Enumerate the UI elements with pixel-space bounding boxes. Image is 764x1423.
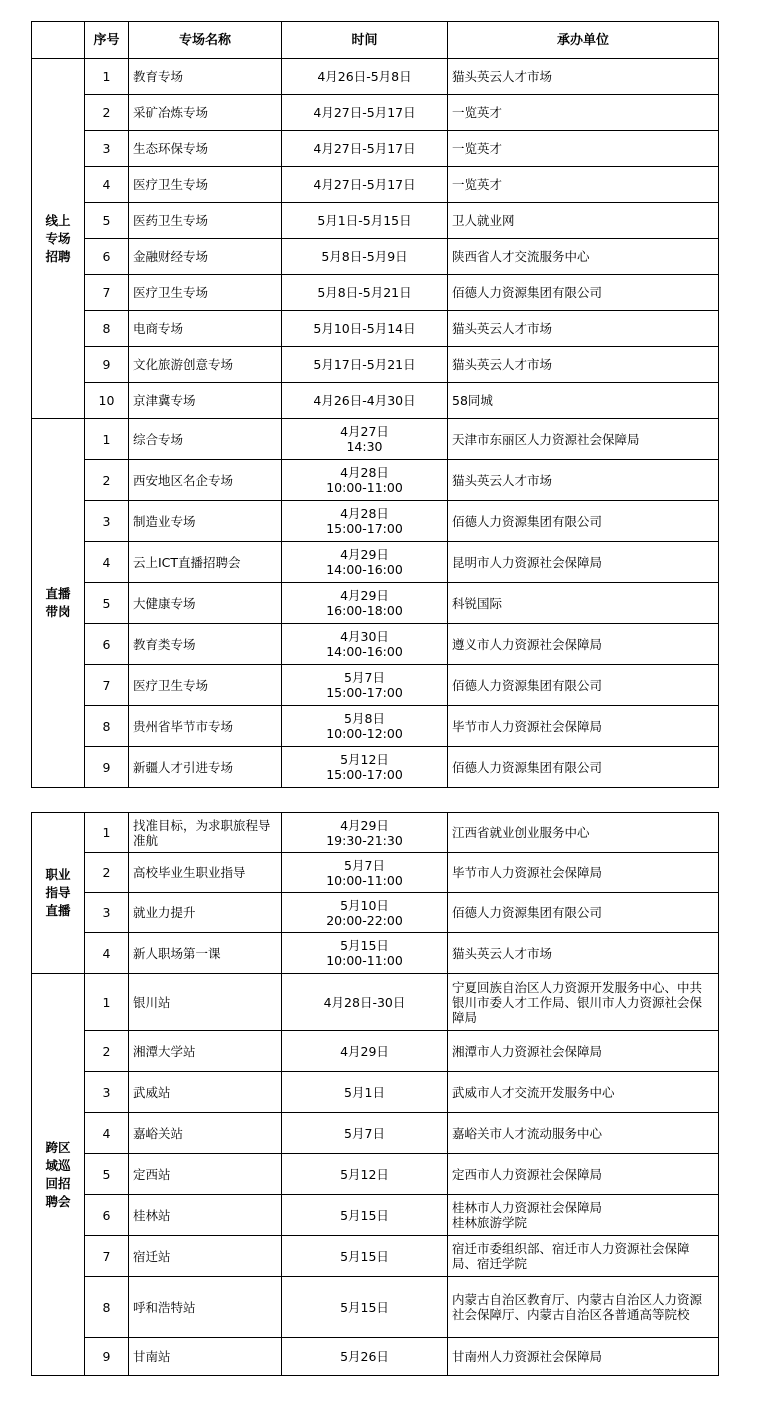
row-index: 3	[85, 131, 129, 167]
organizer: 猫头英云人才市场	[448, 460, 719, 501]
table-row	[32, 813, 719, 853]
header-category	[32, 22, 85, 59]
table-body-top	[32, 59, 719, 788]
session-name: 桂林站	[129, 1195, 282, 1236]
table-row	[32, 347, 719, 383]
row-index: 4	[85, 933, 129, 974]
session-time: 4月27日 14:30	[282, 419, 448, 460]
table-row	[32, 1195, 719, 1236]
session-time: 5月15日	[282, 1195, 448, 1236]
organizer: 佰德人力资源集团有限公司	[448, 275, 719, 311]
organizer: 猫头英云人才市场	[448, 311, 719, 347]
organizer: 宿迁市委组织部、宿迁市人力资源社会保障局、宿迁学院	[448, 1236, 719, 1277]
table-row	[32, 747, 719, 788]
organizer: 湘潭市人力资源社会保障局	[448, 1031, 719, 1072]
row-index: 5	[85, 203, 129, 239]
section-category-label: 职业指导直播	[45, 867, 71, 918]
row-index: 1	[85, 59, 129, 95]
job-fair-table-top	[31, 21, 719, 788]
session-name: 武威站	[129, 1072, 282, 1113]
row-index: 2	[85, 460, 129, 501]
organizer: 江西省就业创业服务中心	[448, 813, 719, 853]
session-name: 大健康专场	[129, 583, 282, 624]
table-row	[32, 1113, 719, 1154]
session-name: 教育专场	[129, 59, 282, 95]
organizer: 毕节市人力资源社会保障局	[448, 706, 719, 747]
session-time: 5月15日	[282, 1277, 448, 1338]
section-category-label: 跨区域巡回招聘会	[45, 1139, 71, 1209]
session-time: 4月30日 14:00-16:00	[282, 624, 448, 665]
table-row	[32, 1072, 719, 1113]
session-name: 宿迁站	[129, 1236, 282, 1277]
table-row	[32, 853, 719, 893]
organizer: 一览英才	[448, 167, 719, 203]
session-name: 京津冀专场	[129, 383, 282, 419]
session-name: 定西站	[129, 1154, 282, 1195]
table-row	[32, 1031, 719, 1072]
session-name: 综合专场	[129, 419, 282, 460]
header-time: 时间	[282, 22, 448, 59]
session-time: 4月28日 10:00-11:00	[282, 460, 448, 501]
organizer: 宁夏回族自治区人力资源开发服务中心、中共银川市委人才工作局、银川市人力资源社会保障局	[448, 974, 719, 1031]
session-name: 文化旅游创意专场	[129, 347, 282, 383]
session-time: 4月26日-5月8日	[282, 59, 448, 95]
table-row	[32, 1338, 719, 1376]
session-time: 5月12日 15:00-17:00	[282, 747, 448, 788]
organizer: 定西市人力资源社会保障局	[448, 1154, 719, 1195]
row-index: 6	[85, 239, 129, 275]
row-index: 9	[85, 747, 129, 788]
table-row	[32, 624, 719, 665]
organizer: 一览英才	[448, 95, 719, 131]
table-row	[32, 203, 719, 239]
row-index: 5	[85, 583, 129, 624]
session-name: 西安地区名企专场	[129, 460, 282, 501]
row-index: 4	[85, 167, 129, 203]
page-cut-divider	[31, 791, 719, 801]
section-category-cell	[32, 974, 85, 1376]
row-index: 7	[85, 1236, 129, 1277]
row-index: 4	[85, 1113, 129, 1154]
table-row	[32, 542, 719, 583]
organizer: 毕节市人力资源社会保障局	[448, 853, 719, 893]
organizer: 桂林市人力资源社会保障局 桂林旅游学院	[448, 1195, 719, 1236]
session-time: 5月15日	[282, 1236, 448, 1277]
session-time: 5月10日 20:00-22:00	[282, 893, 448, 933]
session-name: 找准目标，为求职旅程导准航	[129, 813, 282, 853]
section-category-cell	[32, 59, 85, 419]
table-row	[32, 583, 719, 624]
row-index: 3	[85, 1072, 129, 1113]
row-index: 9	[85, 1338, 129, 1376]
row-index: 2	[85, 853, 129, 893]
organizer: 甘南州人力资源社会保障局	[448, 1338, 719, 1376]
session-name: 医疗卫生专场	[129, 167, 282, 203]
table-row	[32, 1236, 719, 1277]
section-category-label: 线上专场招聘	[45, 212, 71, 264]
organizer: 昆明市人力资源社会保障局	[448, 542, 719, 583]
session-time: 5月7日 10:00-11:00	[282, 853, 448, 893]
session-time: 5月1日-5月15日	[282, 203, 448, 239]
session-name: 贵州省毕节市专场	[129, 706, 282, 747]
table-row	[32, 665, 719, 706]
table-row	[32, 974, 719, 1031]
session-name: 呼和浩特站	[129, 1277, 282, 1338]
row-index: 8	[85, 1277, 129, 1338]
table-row	[32, 59, 719, 95]
session-name: 医疗卫生专场	[129, 275, 282, 311]
section-category-cell	[32, 813, 85, 974]
row-index: 2	[85, 1031, 129, 1072]
table-row	[32, 239, 719, 275]
session-time: 5月15日 10:00-11:00	[282, 933, 448, 974]
table-row	[32, 706, 719, 747]
session-name: 新人职场第一课	[129, 933, 282, 974]
table-row	[32, 419, 719, 460]
table-header-row	[32, 22, 719, 59]
organizer: 猫头英云人才市场	[448, 59, 719, 95]
session-time: 5月8日-5月9日	[282, 239, 448, 275]
organizer: 佰德人力资源集团有限公司	[448, 665, 719, 706]
session-name: 金融财经专场	[129, 239, 282, 275]
session-time: 5月17日-5月21日	[282, 347, 448, 383]
session-name: 新疆人才引进专场	[129, 747, 282, 788]
organizer: 内蒙古自治区教育厅、内蒙古自治区人力资源社会保障厅、内蒙古自治区各普通高等院校	[448, 1277, 719, 1338]
session-name: 云上ICT直播招聘会	[129, 542, 282, 583]
session-name: 甘南站	[129, 1338, 282, 1376]
row-index: 1	[85, 974, 129, 1031]
row-index: 6	[85, 1195, 129, 1236]
session-name: 电商专场	[129, 311, 282, 347]
session-time: 5月8日-5月21日	[282, 275, 448, 311]
session-time: 5月7日 15:00-17:00	[282, 665, 448, 706]
table-row	[32, 501, 719, 542]
section-category-cell	[32, 419, 85, 788]
row-index: 8	[85, 706, 129, 747]
session-time: 4月27日-5月17日	[282, 131, 448, 167]
session-time: 4月29日 19:30-21:30	[282, 813, 448, 853]
organizer: 科锐国际	[448, 583, 719, 624]
row-index: 7	[85, 275, 129, 311]
session-name: 湘潭大学站	[129, 1031, 282, 1072]
header-index: 序号	[85, 22, 129, 59]
organizer: 佰德人力资源集团有限公司	[448, 893, 719, 933]
organizer: 猫头英云人才市场	[448, 347, 719, 383]
session-time: 4月28日 15:00-17:00	[282, 501, 448, 542]
table-row	[32, 95, 719, 131]
header-session-name: 专场名称	[129, 22, 282, 59]
row-index: 10	[85, 383, 129, 419]
table-row	[32, 131, 719, 167]
organizer: 猫头英云人才市场	[448, 933, 719, 974]
session-name: 就业力提升	[129, 893, 282, 933]
organizer: 卫人就业网	[448, 203, 719, 239]
organizer: 陕西省人才交流服务中心	[448, 239, 719, 275]
table-row	[32, 460, 719, 501]
row-index: 7	[85, 665, 129, 706]
session-time: 4月29日	[282, 1031, 448, 1072]
table-row	[32, 311, 719, 347]
organizer: 一览英才	[448, 131, 719, 167]
session-time: 5月7日	[282, 1113, 448, 1154]
row-index: 8	[85, 311, 129, 347]
table-row	[32, 383, 719, 419]
organizer: 嘉峪关市人才流动服务中心	[448, 1113, 719, 1154]
organizer: 天津市东丽区人力资源社会保障局	[448, 419, 719, 460]
session-name: 医疗卫生专场	[129, 665, 282, 706]
session-name: 制造业专场	[129, 501, 282, 542]
row-index: 3	[85, 893, 129, 933]
row-index: 2	[85, 95, 129, 131]
session-name: 银川站	[129, 974, 282, 1031]
header-organizer: 承办单位	[448, 22, 719, 59]
row-index: 1	[85, 419, 129, 460]
section-category-label: 直播带岗	[45, 586, 71, 619]
row-index: 4	[85, 542, 129, 583]
table-row	[32, 1277, 719, 1338]
session-name: 嘉峪关站	[129, 1113, 282, 1154]
table-row	[32, 893, 719, 933]
organizer: 58同城	[448, 383, 719, 419]
session-time: 4月27日-5月17日	[282, 95, 448, 131]
table-row	[32, 167, 719, 203]
organizer: 武威市人才交流开发服务中心	[448, 1072, 719, 1113]
row-index: 6	[85, 624, 129, 665]
session-time: 4月26日-4月30日	[282, 383, 448, 419]
session-time: 5月1日	[282, 1072, 448, 1113]
row-index: 3	[85, 501, 129, 542]
session-time: 5月10日-5月14日	[282, 311, 448, 347]
session-name: 教育类专场	[129, 624, 282, 665]
table-body-bottom	[32, 813, 719, 1376]
session-name: 高校毕业生职业指导	[129, 853, 282, 893]
job-fair-table-bottom	[31, 812, 719, 1376]
organizer: 佰德人力资源集团有限公司	[448, 747, 719, 788]
session-time: 4月27日-5月17日	[282, 167, 448, 203]
table-row	[32, 933, 719, 974]
session-name: 医药卫生专场	[129, 203, 282, 239]
session-time: 4月29日 14:00-16:00	[282, 542, 448, 583]
organizer: 遵义市人力资源社会保障局	[448, 624, 719, 665]
organizer: 佰德人力资源集团有限公司	[448, 501, 719, 542]
session-time: 5月12日	[282, 1154, 448, 1195]
session-name: 采矿冶炼专场	[129, 95, 282, 131]
table-row	[32, 275, 719, 311]
row-index: 9	[85, 347, 129, 383]
row-index: 5	[85, 1154, 129, 1195]
row-index: 1	[85, 813, 129, 853]
session-time: 5月26日	[282, 1338, 448, 1376]
session-time: 5月8日 10:00-12:00	[282, 706, 448, 747]
session-time: 4月28日-30日	[282, 974, 448, 1031]
session-time: 4月29日 16:00-18:00	[282, 583, 448, 624]
table-row	[32, 1154, 719, 1195]
session-name: 生态环保专场	[129, 131, 282, 167]
